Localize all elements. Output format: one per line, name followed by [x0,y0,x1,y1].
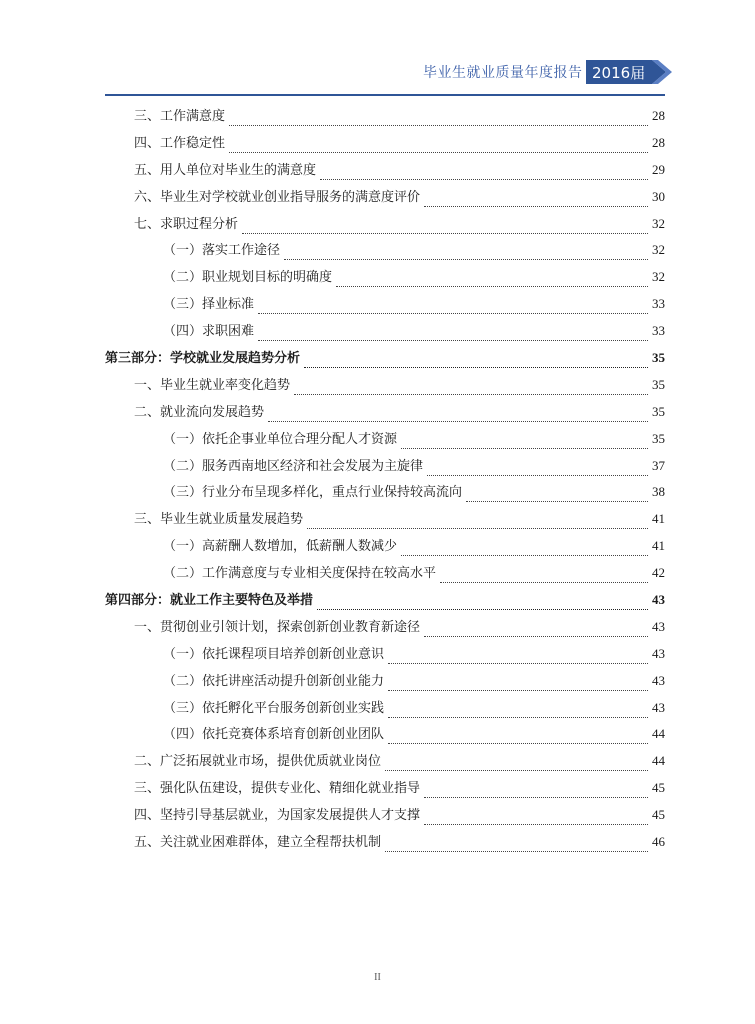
dot-leader [317,601,648,610]
toc-entry-page: 28 [652,134,665,150]
toc-section[interactable] [105,802,665,829]
dot-leader [385,843,648,852]
dot-leader [466,493,648,502]
toc-section[interactable] [105,775,665,802]
toc-section[interactable] [105,748,665,775]
toc-entry-page: 41 [652,511,665,527]
toc-subsection[interactable] [105,426,665,453]
toc-entry-page: 37 [652,457,665,473]
toc-entry-title: （三）依托孵化平台服务创新创业实践 [163,700,385,716]
toc-entry-page: 43 [652,618,665,634]
dot-leader [229,117,648,126]
dot-leader [427,467,648,476]
toc-entry-title: 三、毕业生就业质量发展趋势 [134,512,304,528]
toc-entry-page: 43 [652,645,665,661]
toc-entry-title: 五、用人单位对毕业生的满意度 [134,162,317,178]
toc-entry-title: 三、强化队伍建设，提供专业化、精细化就业指导 [134,781,421,797]
toc-subsection[interactable] [105,237,665,264]
toc-entry-page: 45 [652,780,665,796]
toc-subsection[interactable] [105,560,665,587]
toc-entry-page: 33 [652,296,665,312]
toc-section[interactable] [105,130,665,157]
table-of-contents [105,103,665,856]
toc-entry-title: （一）依托课程项目培养创新创业意识 [163,646,385,662]
toc-entry-page: 44 [652,726,665,742]
toc-subsection[interactable] [105,641,665,668]
dot-leader [258,332,648,341]
toc-entry-page: 42 [652,565,665,581]
toc-entry-title: 二、就业流向发展趋势 [134,404,265,420]
toc-entry-title: （二）依托讲座活动提升创新创业能力 [163,673,385,689]
dot-leader [307,520,648,529]
dot-leader [268,413,648,422]
toc-entry-title: 第三部分：学校就业发展趋势分析 [105,351,301,367]
toc-entry-title: （二）职业规划目标的明确度 [163,270,333,286]
toc-subsection[interactable] [105,291,665,318]
toc-part-heading[interactable] [105,345,665,372]
toc-entry-title: （一）高薪酬人数增加，低薪酬人数减少 [163,539,398,555]
toc-entry-title: 六、毕业生对学校就业创业指导服务的满意度评价 [134,189,421,205]
toc-entry-page: 35 [652,430,665,446]
dot-leader [242,225,648,234]
toc-entry-title: 三、工作满意度 [134,109,226,124]
dot-leader [401,440,648,449]
toc-entry-title: （二）工作满意度与专业相关度保持在较高水平 [163,566,437,582]
dot-leader [388,655,648,664]
dot-leader [258,305,648,314]
toc-entry-title: 一、贯彻创业引领计划，探索创新创业教育新途径 [134,619,421,635]
toc-section[interactable] [105,399,665,426]
dot-leader [424,198,648,207]
toc-entry-title: 二、广泛拓展就业市场，提供优质就业岗位 [134,754,382,770]
dot-leader [424,628,648,637]
toc-entry-page: 32 [652,215,665,231]
toc-section[interactable] [105,211,665,238]
header-rule [105,94,665,96]
toc-subsection[interactable] [105,264,665,291]
toc-entry-title: 一、毕业生就业率变化趋势 [134,377,291,393]
toc-subsection[interactable] [105,479,665,506]
toc-section[interactable] [105,829,665,856]
toc-section[interactable] [105,157,665,184]
dot-leader [424,789,648,798]
dot-leader [401,547,648,556]
toc-entry-title: （一）依托企事业单位合理分配人才资源 [163,431,398,447]
toc-entry-page: 44 [652,753,665,769]
toc-entry-page: 30 [652,188,665,204]
dot-leader [424,816,648,825]
toc-section[interactable] [105,614,665,641]
toc-section[interactable] [105,103,665,130]
report-title: 毕业生就业质量年度报告 [423,65,583,81]
toc-entry-page: 32 [652,269,665,285]
page-number: II [374,972,381,983]
dot-leader [388,735,648,744]
toc-entry-page: 28 [652,108,665,123]
toc-subsection[interactable] [105,453,665,480]
toc-entry-title: 四、工作稳定性 [134,135,226,151]
toc-entry-page: 32 [652,242,665,258]
dot-leader [336,278,648,287]
toc-entry-title: （二）服务西南地区经济和社会发展为主旋律 [163,458,424,474]
toc-entry-page: 38 [652,484,665,500]
toc-subsection[interactable] [105,695,665,722]
year-badge [582,56,672,88]
toc-entry-page: 46 [652,834,665,850]
toc-entry-title: 第四部分：就业工作主要特色及举措 [105,593,314,609]
toc-entry-page: 29 [652,161,665,177]
dot-leader [440,574,648,583]
toc-entry-page: 35 [652,403,665,419]
dot-leader [385,762,648,771]
year-badge-label: 2016届 [592,64,646,82]
toc-entry-title: （四）求职困难 [163,324,255,340]
dot-leader [294,386,648,395]
toc-entry-page: 33 [652,323,665,339]
toc-entry-page: 43 [652,672,665,688]
toc-subsection[interactable] [105,668,665,695]
dot-leader [320,171,648,180]
toc-subsection[interactable] [105,533,665,560]
toc-part-heading[interactable] [105,587,665,614]
toc-entry-page: 41 [652,538,665,554]
toc-entry-page: 43 [652,592,665,608]
toc-entry-title: 七、求职过程分析 [134,216,239,232]
toc-entry-page: 35 [652,350,665,366]
dot-leader [388,709,648,718]
toc-entry-title: 五、关注就业困难群体，建立全程帮扶机制 [134,835,382,851]
toc-entry-page: 43 [652,699,665,715]
dot-leader [229,144,648,153]
toc-entry-page: 45 [652,807,665,823]
toc-entry-title: （四）依托竞赛体系培育创新创业团队 [163,727,385,743]
toc-section[interactable] [105,184,665,211]
toc-subsection[interactable] [105,721,665,748]
dot-leader [284,251,648,260]
toc-section[interactable] [105,506,665,533]
toc-subsection[interactable] [105,318,665,345]
dot-leader [388,682,648,691]
toc-entry-title: （三）行业分布呈现多样化，重点行业保持较高流向 [163,485,463,501]
toc-entry-title: （三）择业标准 [163,297,255,313]
toc-entry-title: （一）落实工作途径 [163,243,281,259]
toc-section[interactable] [105,372,665,399]
toc-entry-page: 35 [652,376,665,392]
toc-entry-title: 四、坚持引导基层就业，为国家发展提供人才支撑 [134,808,421,824]
dot-leader [304,359,648,368]
